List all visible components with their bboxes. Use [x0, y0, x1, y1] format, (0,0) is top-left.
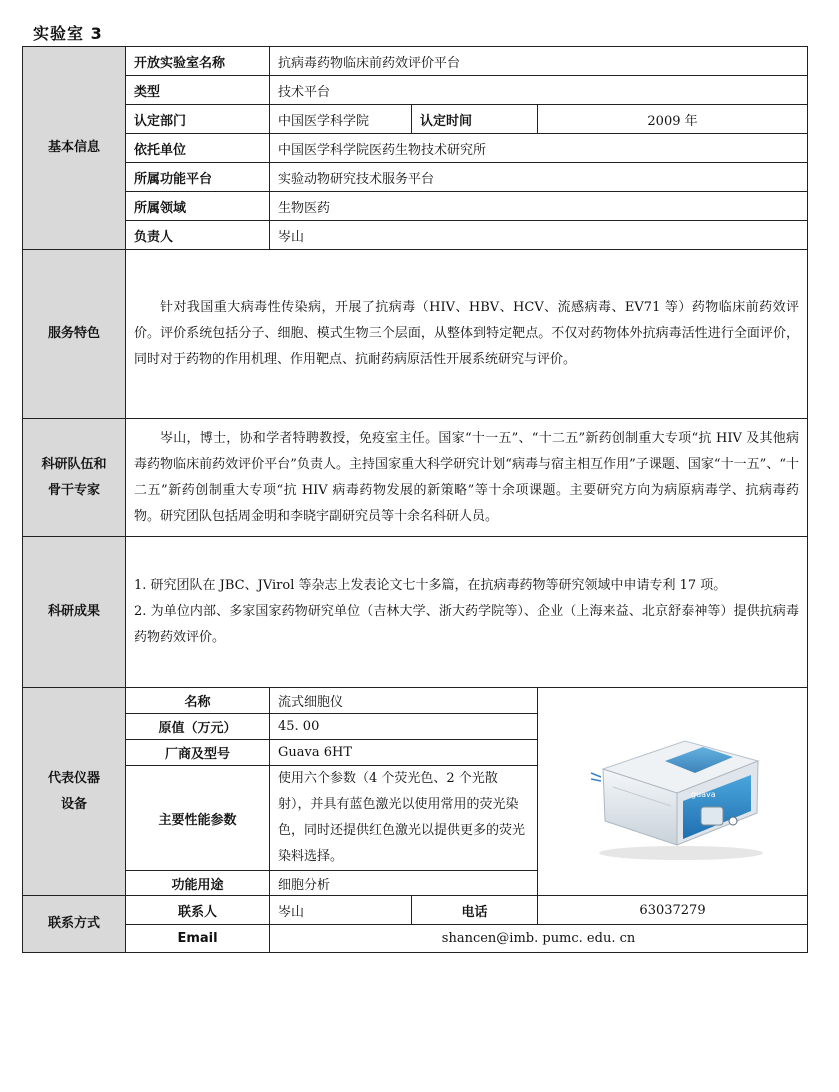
label-platform: 所属功能平台	[126, 163, 270, 192]
label-dept: 认定部门	[126, 105, 270, 134]
label-contact-person: 联系人	[126, 896, 270, 925]
row-head	[23, 221, 808, 250]
value-contact-person: 岑山	[270, 896, 412, 925]
instrument-brand-text: guava	[690, 789, 716, 799]
section-team-line1: 科研队伍和	[41, 456, 107, 472]
label-instrument-name: 名称	[126, 688, 270, 714]
value-email[interactable]: shancen@imb. pumc. edu. cn	[270, 925, 808, 953]
value-type: 技术平台	[270, 76, 808, 105]
value-dept: 中国医学科学院	[270, 105, 412, 134]
service-text-cell	[126, 250, 808, 419]
label-host: 依托单位	[126, 134, 270, 163]
row-team	[23, 419, 808, 537]
value-host: 中国医学科学院医药生物技术研究所	[270, 134, 808, 163]
team-text: 岑山，博士，协和学者特聘教授，免疫室主任。国家“十一五”、“十二五”新药创制重大专项“抗 HIV 及其他病毒药物临床前药效评价平台”负责人。主持国家重大科学研究计划“病毒与宿主相互作用”子课题、国家“十一五”、“十二五”新药创制重大专项“抗 HIV 病毒药物发展的新策略”等十余项课题。主要研究方向为病原病毒学、抗病毒药物。研究团队包括周金明和李晓宇副研究员等十余名科研人员。	[134, 430, 800, 524]
value-lab-name: 抗病毒药物临床前药效评价平台	[270, 47, 808, 76]
section-instrument-line1: 代表仪器	[47, 770, 100, 786]
row-contact-email	[23, 925, 808, 953]
section-contact: 联系方式	[23, 896, 126, 953]
instrument-photo-cell	[538, 688, 808, 896]
results-item-1: 1. 研究团队在 JBC、JVirol 等杂志上发表论文七十多篇，在抗病毒药物等研究领域中申请专利 17 项。	[134, 578, 727, 593]
label-instrument-model: 厂商及型号	[126, 740, 270, 766]
section-service: 服务特色	[23, 250, 126, 419]
value-head: 岑山	[270, 221, 808, 250]
label-email: Email	[126, 925, 270, 953]
row-dept	[23, 105, 808, 134]
value-time: 2009 年	[538, 105, 808, 134]
label-instrument-price: 原值（万元）	[126, 714, 270, 740]
row-field	[23, 192, 808, 221]
row-service	[23, 250, 808, 419]
lab-title: 实验室 3	[33, 24, 103, 43]
value-instrument-spec: 使用六个参数（4 个荧光色、2 个光散射），并具有蓝色激光以使用常用的荧光染色，同时还提供红色激光以提供更多的荧光染料选择。	[270, 766, 538, 871]
row-instrument-name	[23, 688, 808, 714]
section-instrument-line2: 设备	[60, 796, 87, 812]
section-basic-info: 基本信息	[23, 47, 126, 250]
label-field: 所属领域	[126, 192, 270, 221]
value-instrument-price: 45. 00	[270, 714, 538, 740]
value-platform: 实验动物研究技术服务平台	[270, 163, 808, 192]
value-field: 生物医药	[270, 192, 808, 221]
row-contact-person	[23, 896, 808, 925]
flow-cytometer-image	[573, 717, 773, 867]
row-lab-name	[23, 47, 808, 76]
value-instrument-use: 细胞分析	[270, 871, 538, 896]
label-type: 类型	[126, 76, 270, 105]
service-text: 针对我国重大病毒性传染病，开展了抗病毒（HIV、HBV、HCV、流感病毒、EV71 等）药物临床前药效评价。评价系统包括分子、细胞、模式生物三个层面，从整体到特定靶点。不仅对药物体外抗病毒活性进行全面评价，同时对于药物的作用机理、作用靶点、抗耐药病原活性开展系统研究与评价。	[134, 300, 800, 367]
value-instrument-model: Guava 6HT	[270, 740, 538, 766]
label-instrument-use: 功能用途	[126, 871, 270, 896]
lab-info-table	[22, 46, 808, 953]
section-team-line2: 骨干专家	[47, 482, 100, 498]
value-instrument-name: 流式细胞仪	[270, 688, 538, 714]
value-phone: 63037279	[538, 896, 808, 925]
label-time: 认定时间	[412, 105, 538, 134]
section-instrument	[23, 688, 126, 896]
label-instrument-spec: 主要性能参数	[126, 766, 270, 871]
row-platform	[23, 163, 808, 192]
label-head: 负责人	[126, 221, 270, 250]
row-host	[23, 134, 808, 163]
results-text-cell	[126, 537, 808, 688]
label-lab-name: 开放实验室名称	[126, 47, 270, 76]
section-results: 科研成果	[23, 537, 126, 688]
results-item-2: 2. 为单位内部、多家国家药物研究单位（吉林大学、浙大药学院等）、企业（上海来益、北京舒泰神等）提供抗病毒药物药效评价。	[134, 604, 800, 645]
row-type	[23, 76, 808, 105]
row-results	[23, 537, 808, 688]
label-phone: 电话	[412, 896, 538, 925]
team-text-cell	[126, 419, 808, 537]
section-team	[23, 419, 126, 537]
